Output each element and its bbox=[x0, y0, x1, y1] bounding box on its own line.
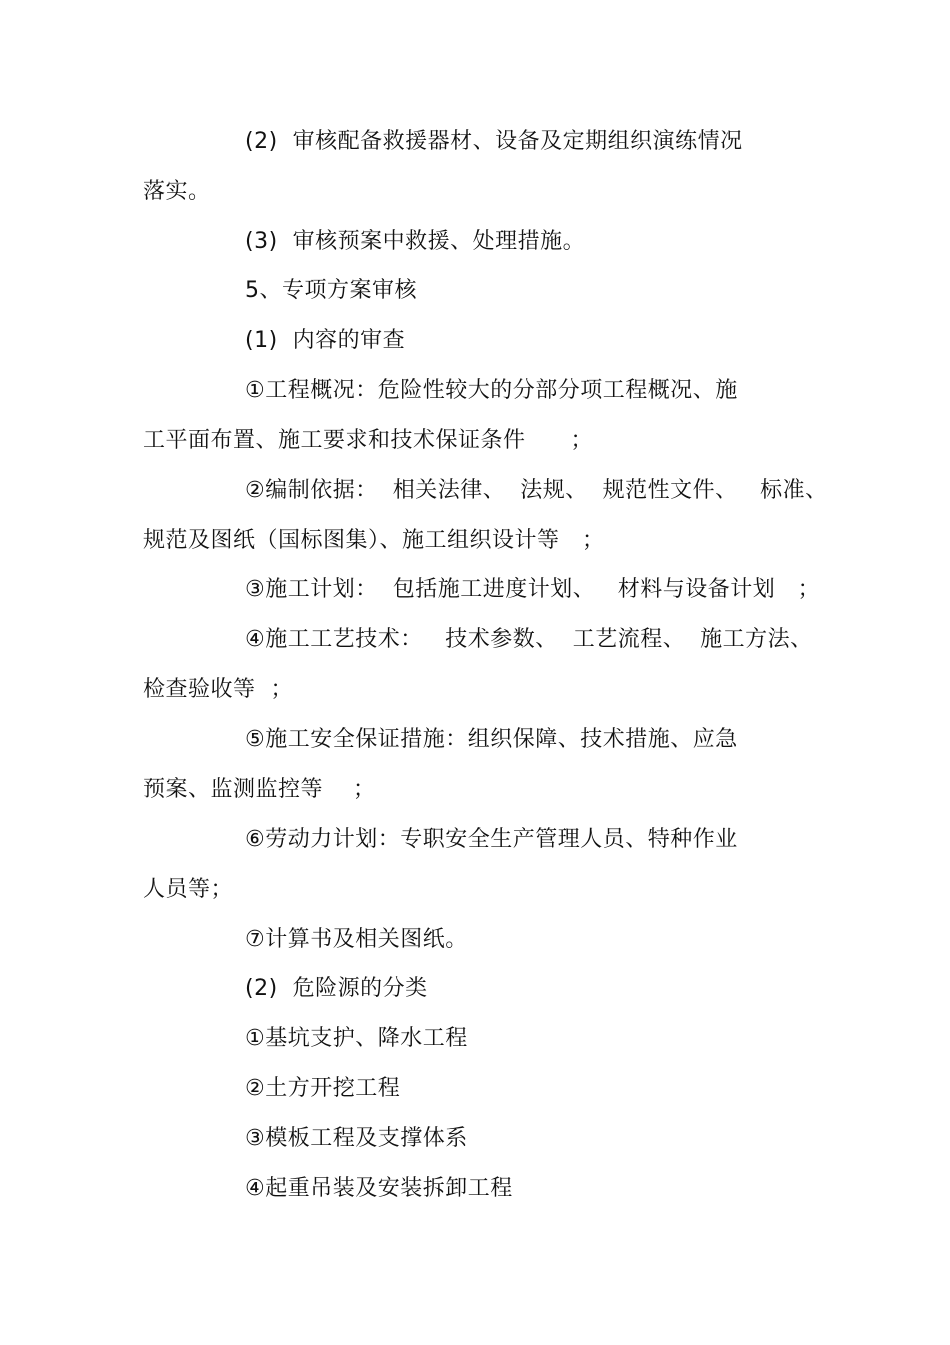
list-item: ⑥劳动力计划：专职安全生产管理人员、特种作业 bbox=[245, 827, 738, 852]
list-item: ④起重吊装及安装拆卸工程 bbox=[245, 1176, 513, 1201]
list-item: ①工程概况：危险性较大的分部分项工程概况、施 bbox=[245, 378, 738, 403]
list-item: ⑦计算书及相关图纸。 bbox=[245, 927, 468, 952]
list-item: ②编制依据： 相关法律、 法规、 规范性文件、 标准、 bbox=[245, 478, 828, 503]
subsection-heading: (2) 危险源的分类 bbox=[245, 976, 428, 1001]
paragraph-line: 人员等； bbox=[143, 877, 234, 902]
list-item: ①基坑支护、降水工程 bbox=[245, 1026, 468, 1051]
subsection-heading: (1) 内容的审查 bbox=[245, 328, 406, 353]
list-item: ②土方开挖工程 bbox=[245, 1076, 401, 1101]
list-item: ③施工计划： 包括施工进度计划、 材料与设备计划 ； bbox=[245, 577, 821, 602]
paragraph-line: (3) 审核预案中救援、处理措施。 bbox=[245, 229, 586, 254]
list-item: ⑤施工安全保证措施：组织保障、技术措施、应急 bbox=[245, 727, 738, 752]
paragraph-line: 检查验收等 ； bbox=[143, 677, 293, 702]
paragraph-line: 落实。 bbox=[143, 179, 211, 204]
list-item: ③模板工程及支撑体系 bbox=[245, 1126, 468, 1151]
section-heading: 5、专项方案审核 bbox=[245, 278, 417, 303]
paragraph-line: 预案、监测监控等 ； bbox=[143, 777, 376, 802]
paragraph-line: 规范及图纸（国标图集）、施工组织设计等 ； bbox=[143, 528, 605, 553]
paragraph-line: 工平面布置、施工要求和技术保证条件 ； bbox=[143, 428, 593, 453]
paragraph-line: (2) 审核配备救援器材、设备及定期组织演练情况 bbox=[245, 129, 743, 154]
list-item: ④施工工艺技术： 技术参数、 工艺流程、 施工方法、 bbox=[245, 627, 813, 652]
